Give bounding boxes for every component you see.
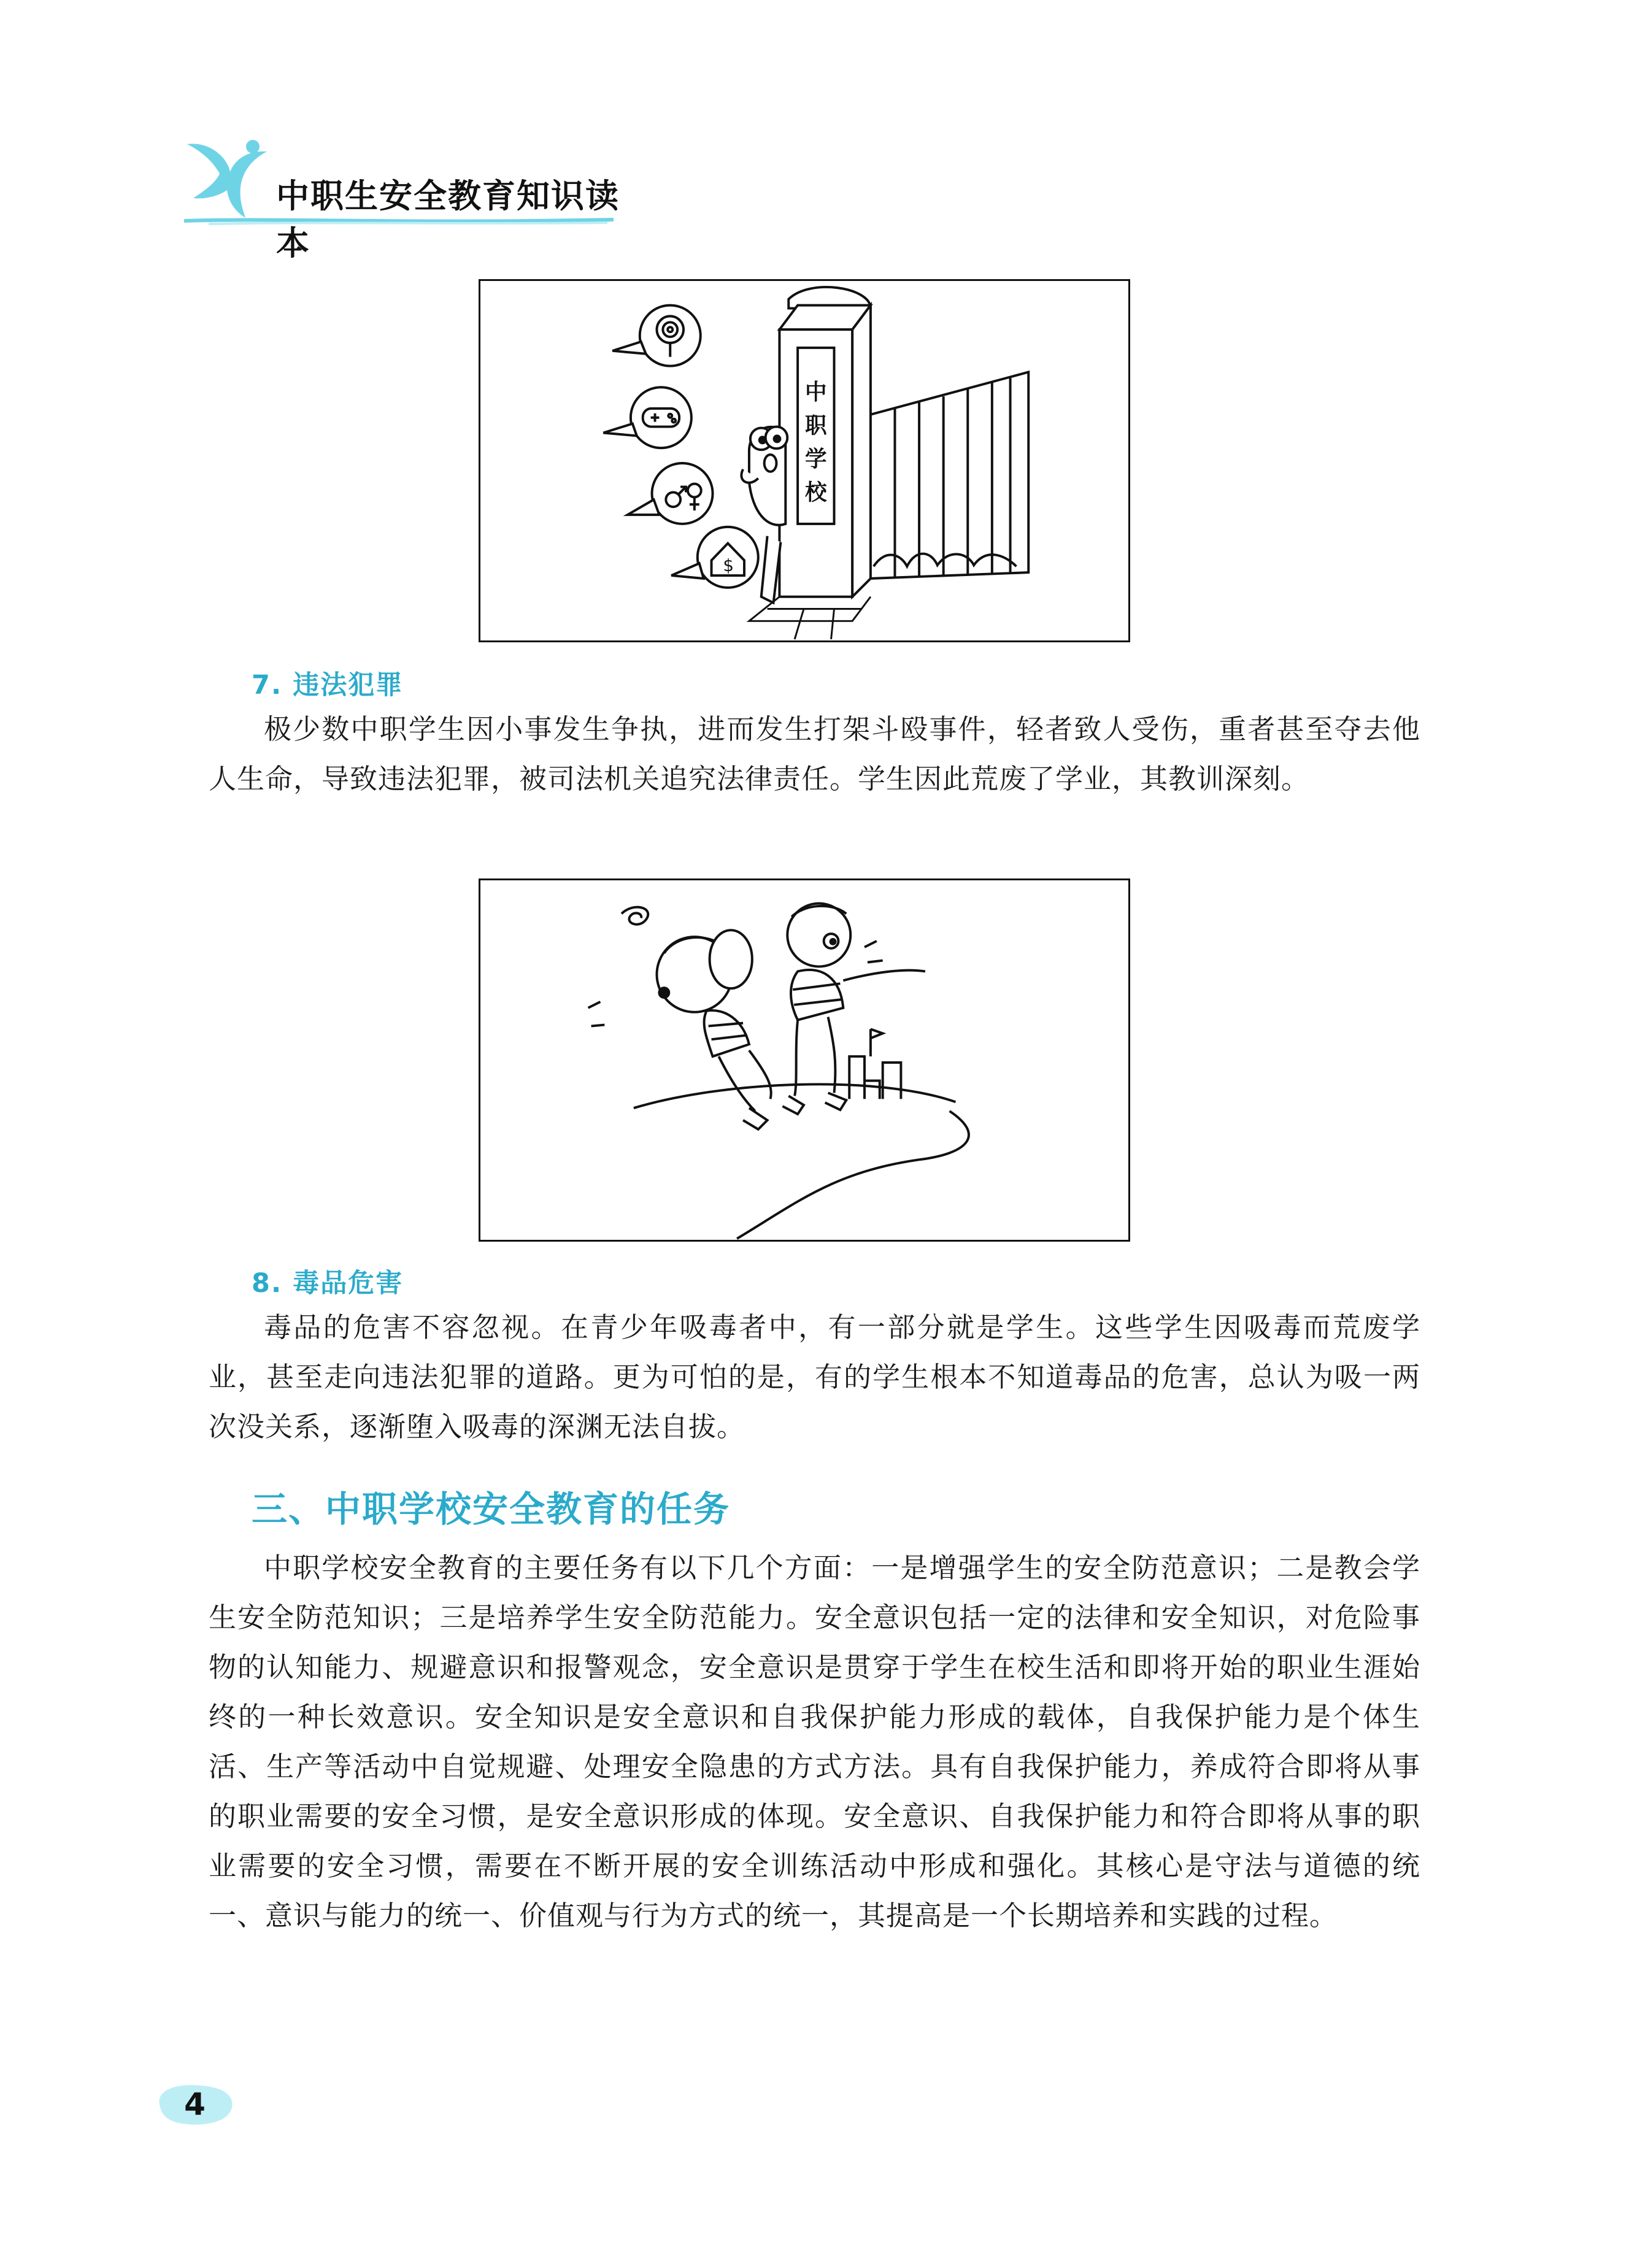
paragraph-drugs: 毒品的危害不容忽视。在青少年吸毒者中，有一部分就是学生。这些学生因吸毒而荒废学业，甚至走向违法犯罪的道路。更为可怕的是，有的学生根本不知道毒品的危害，总认为吸一两次没关系，逐渐堕入吸毒的深渊无法自拔。 [209, 1311, 1420, 1443]
heading-drugs: 8. 毒品危害 [252, 1268, 404, 1299]
section-heading-tasks: 三、中职学校安全教育的任务 [252, 1488, 731, 1530]
illustration-fighting-students [479, 878, 1130, 1242]
paragraph-tasks: 中职学校安全教育的主要任务有以下几个方面：一是增强学生的安全防范意识；二是教会学生安全防范知识；三是培养学生安全防范能力。安全意识包括一定的法律和安全知识，对危险事物的认知能力、规避意识和报警观念，安全意识是贯穿于学生在校生活和即将开始的职业生涯始终的一种长效意识。安全知识是安全意识和自我保护能力形成的载体，自我保护能力是个体生活、生产等活动中自觉规避、处理安全隐患的方式方法。具有自我保护能力，养成符合即将从事的职业需要的安全习惯，是安全意识形成的体现。安全意识、自我保护能力和符合即将从事的职业需要的安全习惯，需要在不断开展的安全训练活动中形成和强化。其核心是守法与道德的统一、意识与能力的统一、价值观与行为方式的统一，其提高是一个长期培养和实践的过程。 [209, 1551, 1420, 1932]
gate-sign-char-3: 学 [804, 446, 827, 472]
paragraph-crime: 极少数中职学生因小事发生争执，进而发生打架斗殴事件，轻者致人受伤，重者甚至夺去他人生命，导致违法犯罪，被司法机关追究法律责任。学生因此荒废了学业，其教训深刻。 [209, 713, 1420, 795]
heading-crime: 7. 违法犯罪 [252, 670, 404, 701]
gate-sign-char-2: 职 [804, 413, 827, 439]
book-title: 中职生安全教育知识读本 [276, 177, 620, 263]
gate-sign-char-4: 校 [804, 480, 827, 505]
runner-logo-icon [184, 138, 270, 221]
running-header [184, 138, 626, 263]
page-number-badge [153, 2083, 236, 2127]
gate-sign-char-1: 中 [804, 380, 827, 406]
illustration-school-gate [479, 279, 1130, 642]
school-gate-drawing [480, 281, 1128, 640]
page-number: 4 [184, 2086, 206, 2122]
header-rule [184, 217, 614, 225]
svg-text:$: $ [723, 555, 734, 576]
fighting-students-drawing [480, 880, 1128, 1240]
